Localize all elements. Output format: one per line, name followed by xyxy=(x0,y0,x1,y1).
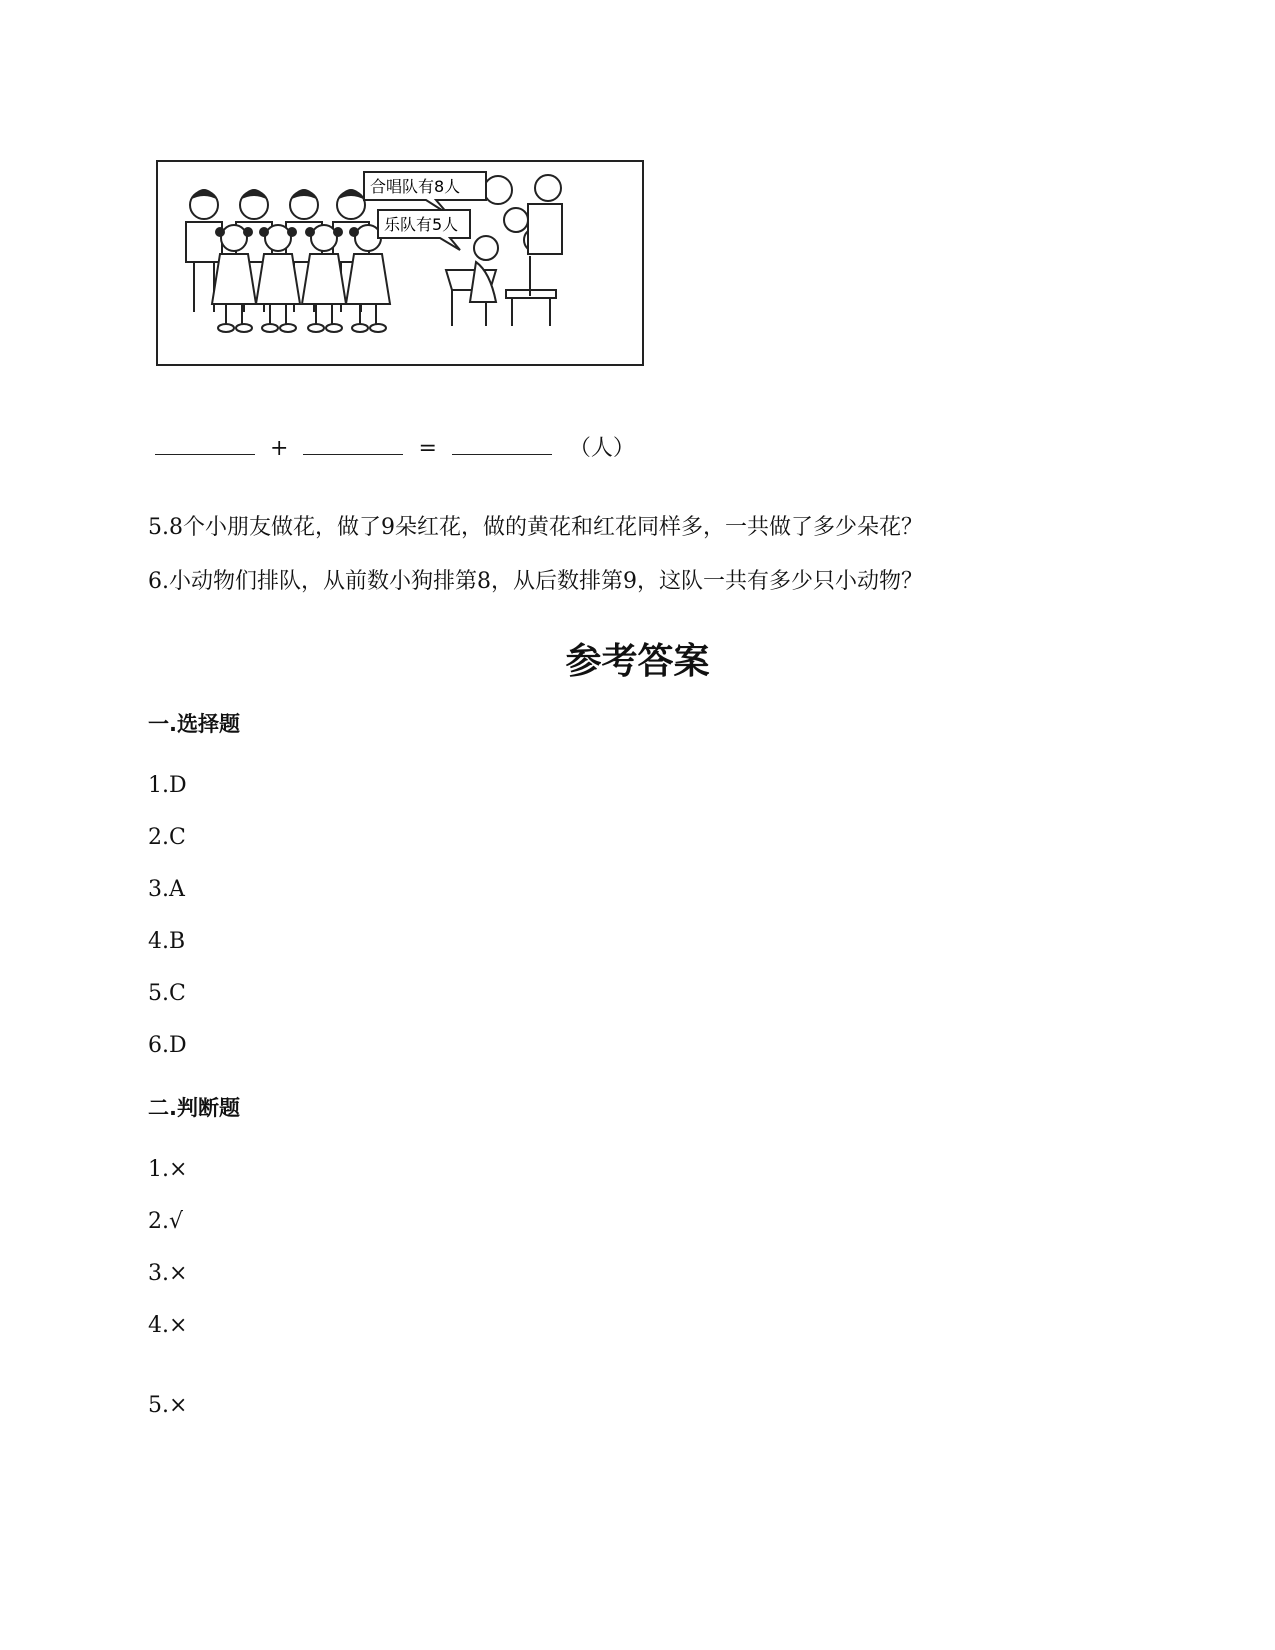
answers-title: 参考答案 xyxy=(565,641,710,682)
answer-item: 5.C xyxy=(148,981,186,1006)
answer-item: 6.D xyxy=(148,1033,187,1058)
equals-sign: = xyxy=(418,436,437,461)
answer-item: 4.× xyxy=(148,1313,188,1338)
answer-item: 3.× xyxy=(148,1261,188,1286)
equation-line xyxy=(155,432,635,463)
band-bubble-text: 乐队有5人 xyxy=(384,215,459,234)
answer-item: 2.√ xyxy=(148,1209,184,1234)
plus-sign: + xyxy=(270,436,289,461)
section-heading-judgement: 二.判断题 xyxy=(148,1096,240,1120)
answer-item: 2.C xyxy=(148,825,186,850)
blank-3[interactable] xyxy=(452,432,552,455)
blank-2[interactable] xyxy=(303,432,403,455)
answer-item: 5.× xyxy=(148,1393,188,1418)
question-5: 5.8个小朋友做花，做了9朵红花，做的黄花和红花同样多，一共做了多少朵花？ xyxy=(148,515,923,540)
choir-bubble-text: 合唱队有8人 xyxy=(370,177,461,196)
section-heading-choice: 一.选择题 xyxy=(148,712,240,736)
answer-item: 1.D xyxy=(148,773,187,798)
question-6: 6.小动物们排队，从前数小狗排第8，从后数排第9，这队一共有多少只小动物？ xyxy=(148,569,923,594)
blank-1[interactable] xyxy=(155,432,255,455)
choir-band-illustration xyxy=(156,160,644,366)
answer-item: 1.× xyxy=(148,1157,188,1182)
unit-label: （人） xyxy=(568,436,635,461)
answer-item: 3.A xyxy=(148,877,185,902)
answer-item: 4.B xyxy=(148,929,186,954)
